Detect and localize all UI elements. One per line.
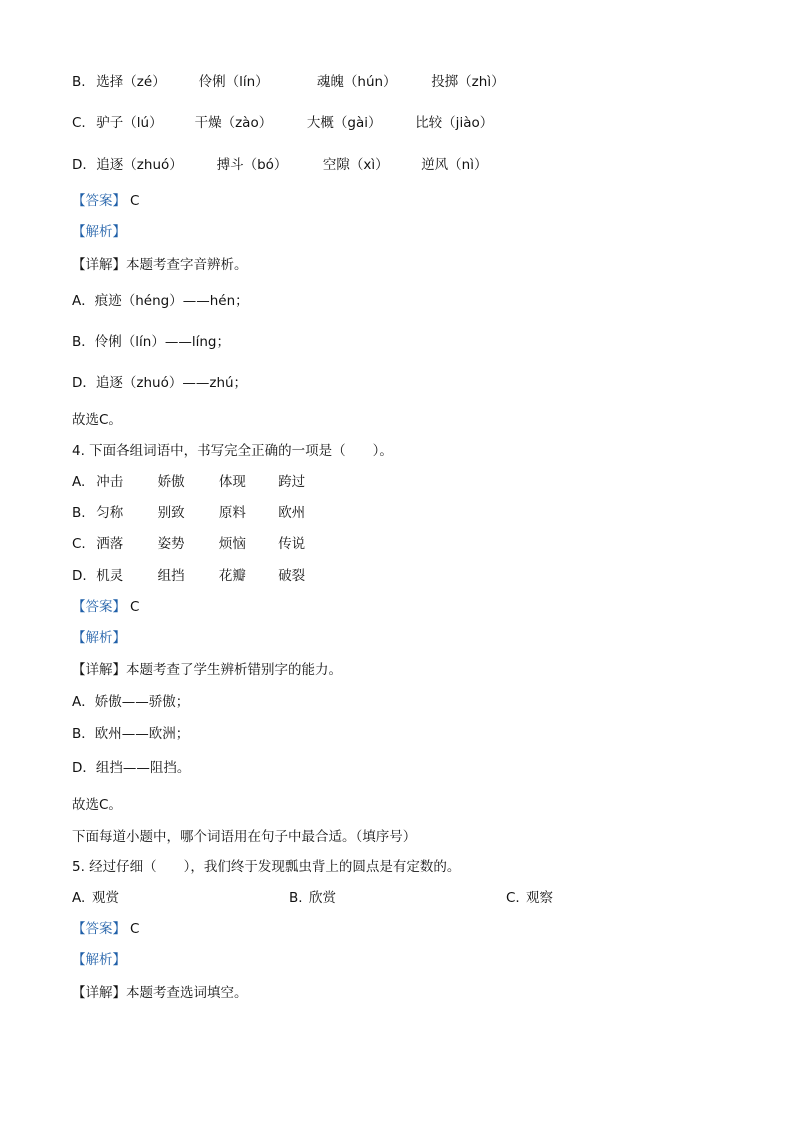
option-label: A.	[72, 474, 86, 490]
detail-tag: 【详解】	[72, 257, 126, 273]
option-label: D.	[72, 157, 87, 173]
option-word: 搏斗（bó）	[216, 157, 288, 173]
detail-tag: 【详解】	[72, 662, 126, 678]
q4-stem: 4. 下面各组词语中，书写完全正确的一项是（ ）。	[72, 443, 393, 459]
q4-answer	[72, 598, 139, 616]
option-word: 原料	[218, 505, 246, 521]
q4-option-c	[72, 535, 305, 553]
answer-tag: 【答案】	[72, 599, 126, 615]
option-word: 花瓣	[218, 568, 246, 584]
q4-option-a	[72, 473, 305, 491]
q3-detail	[72, 256, 248, 274]
q3-analysis	[72, 223, 126, 241]
option-label: C.	[72, 536, 86, 552]
option-word: 跨过	[278, 474, 306, 490]
q5-options	[72, 889, 553, 907]
q5-detail	[72, 984, 248, 1002]
analysis-tag: 【解析】	[72, 952, 126, 968]
q4-correction-b: B．欧州——欧洲；	[72, 726, 190, 742]
option-word: 姿势	[157, 536, 185, 552]
option-word: 空隙（xì）	[322, 157, 389, 173]
option-word: 烦恼	[218, 536, 246, 552]
detail-text: 本题考查了学生辨析错别字的能力。	[126, 662, 342, 678]
option-label: B.	[72, 74, 86, 90]
detail-text: 本题考查字音辨析。	[126, 257, 248, 273]
detail-text: 本题考查选词填空。	[126, 985, 248, 1001]
option-word: 欧州	[278, 505, 306, 521]
option-word: 洒落	[96, 536, 124, 552]
q3-correction-d: D．追逐（zhuó）——zhú；	[72, 375, 248, 391]
answer-value: C	[130, 193, 140, 209]
q4-correction-a: A．娇傲——骄傲；	[72, 694, 190, 710]
analysis-tag: 【解析】	[72, 630, 126, 646]
q3-answer	[72, 192, 139, 210]
q3-correction-b: B．伶俐（lín）——líng；	[72, 334, 230, 350]
q5-analysis	[72, 951, 126, 969]
q3-conclusion: 故选C。	[72, 412, 122, 428]
option-word: 机灵	[96, 568, 124, 584]
option-word: 伶俐（lín）	[198, 74, 269, 90]
option-word: 大概（gài）	[306, 115, 382, 131]
option-word: 体现	[218, 474, 246, 490]
answer-tag: 【答案】	[72, 193, 126, 209]
q5-stem: 5. 经过仔细（ ），我们终于发现瓢虫背上的圆点是有定数的。	[72, 859, 461, 875]
q3-option-d	[72, 156, 488, 174]
option-word: 娇傲	[157, 474, 185, 490]
q4-analysis	[72, 629, 126, 647]
q4-option-b	[72, 504, 305, 522]
option-word: 别致	[157, 505, 185, 521]
option-word: 逆风（nì）	[421, 157, 488, 173]
q3-correction-a: A．痕迹（héng）——hén；	[72, 293, 249, 309]
option-word: 选择（zé）	[96, 74, 166, 90]
option-word: 干燥（zào）	[194, 115, 273, 131]
answer-value: C	[130, 599, 140, 615]
option-label: B.	[72, 505, 86, 521]
option-label: C.	[72, 115, 86, 131]
option-word: 投掷（zhì）	[431, 74, 505, 90]
answer-tag: 【答案】	[72, 921, 126, 937]
option-word: 驴子（lú）	[96, 115, 163, 131]
option-word: 匀称	[96, 505, 124, 521]
q4-conclusion: 故选C。	[72, 797, 122, 813]
q5-option-b: B. 欣赏	[289, 890, 336, 906]
option-word: 魂魄（hún）	[316, 74, 397, 90]
option-word: 追逐（zhuó）	[96, 157, 183, 173]
option-word: 组挡	[157, 568, 185, 584]
option-word: 冲击	[96, 474, 124, 490]
q4-option-d	[72, 567, 305, 585]
q4-correction-d: D．组挡——阻挡。	[72, 760, 191, 776]
detail-tag: 【详解】	[72, 985, 126, 1001]
q5-option-a: A. 观赏	[72, 890, 119, 906]
option-word: 比较（jiào）	[415, 115, 494, 131]
answer-value: C	[130, 921, 140, 937]
q4-detail	[72, 661, 342, 679]
option-word: 传说	[278, 536, 306, 552]
q5-option-c: C. 观察	[506, 890, 553, 906]
q5-answer	[72, 920, 139, 938]
analysis-tag: 【解析】	[72, 224, 126, 240]
q3-option-c	[72, 114, 493, 132]
q3-option-b	[72, 73, 505, 91]
option-word: 破裂	[278, 568, 306, 584]
section-intro: 下面每道小题中，哪个词语用在句子中最合适。（填序号）	[72, 829, 417, 845]
option-label: D.	[72, 568, 87, 584]
